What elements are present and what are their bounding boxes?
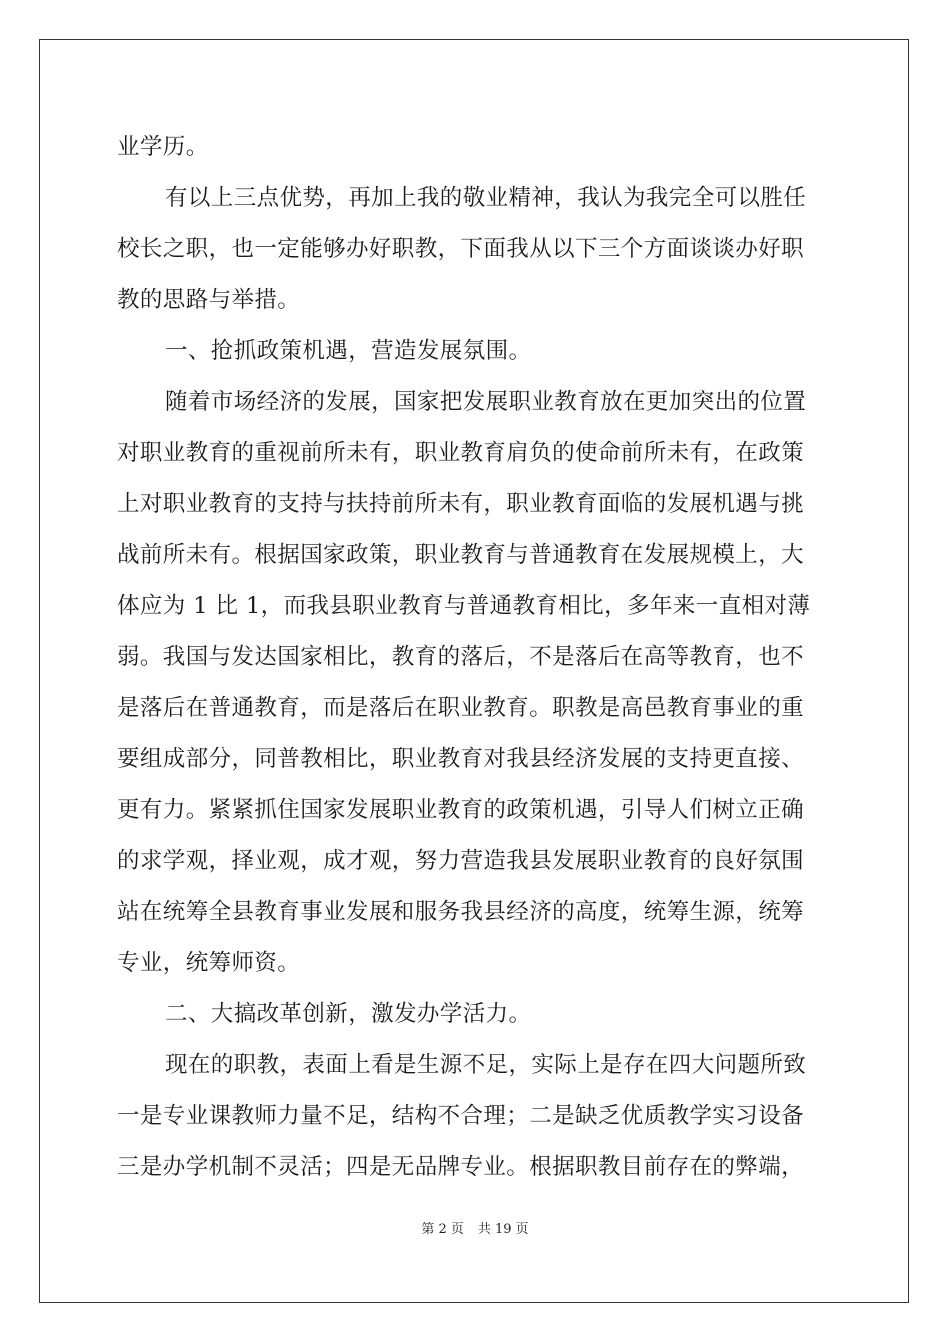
text-line: 专业，统筹师资。: [117, 950, 301, 976]
text-line: 的求学观，择业观，成才观，努力营造我县发展职业教育的良好氛围: [117, 848, 805, 874]
document-body: [117, 122, 833, 1193]
text-line: 校长之职，也一定能够办好职教，下面我从以下三个方面谈谈办好职: [117, 236, 805, 262]
page-footer: [0, 1218, 950, 1237]
text-line: 战前所未有。根据国家政策，职业教育与普通教育在发展规模上，大: [117, 542, 805, 568]
page-total: 共 19 页: [477, 1222, 529, 1237]
text-line: 二、大搞改革创新，激发办学活力。: [165, 1001, 532, 1027]
text-line: 教的思路与举措。: [117, 287, 301, 313]
text-line: 业学历。: [117, 134, 209, 160]
text-line: 上对职业教育的支持与扶持前所未有，职业教育面临的发展机遇与挑: [117, 491, 805, 517]
text-line: 更有力。紧紧抓住国家发展职业教育的政策机遇，引导人们树立正确: [117, 797, 805, 823]
text-line: 弱。我国与发达国家相比，教育的落后，不是落后在高等教育，也不: [117, 644, 805, 670]
text-line: 一、抢抓政策机遇，营造发展氛围。: [165, 338, 532, 364]
text-line: 随着市场经济的发展，国家把发展职业教育放在更加突出的位置: [165, 389, 807, 415]
text-line: 站在统筹全县教育事业发展和服务我县经济的高度，统筹生源，统筹: [117, 899, 805, 925]
text-line: 现在的职教，表面上看是生源不足，实际上是存在四大问题所致: [165, 1052, 807, 1078]
text-line: 三是办学机制不灵活；四是无品牌专业。根据职教目前存在的弊端，: [117, 1154, 805, 1180]
text-line: 体应为 1 比 1，而我县职业教育与普通教育相比，多年来一直相对薄: [117, 593, 811, 619]
text-line: 是落后在普通教育，而是落后在职业教育。职教是高邑教育事业的重: [117, 695, 805, 721]
text-line: 要组成部分，同普教相比，职业教育对我县经济发展的支持更直接、: [117, 746, 805, 772]
text-line: 有以上三点优势，再加上我的敬业精神，我认为我完全可以胜任: [165, 185, 807, 211]
text-line: 一是专业课教师力量不足，结构不合理；二是缺乏优质教学实习设备: [117, 1103, 805, 1129]
text-line: 对职业教育的重视前所未有，职业教育肩负的使命前所未有，在政策: [117, 440, 805, 466]
page-number: 第 2 页: [421, 1222, 464, 1237]
